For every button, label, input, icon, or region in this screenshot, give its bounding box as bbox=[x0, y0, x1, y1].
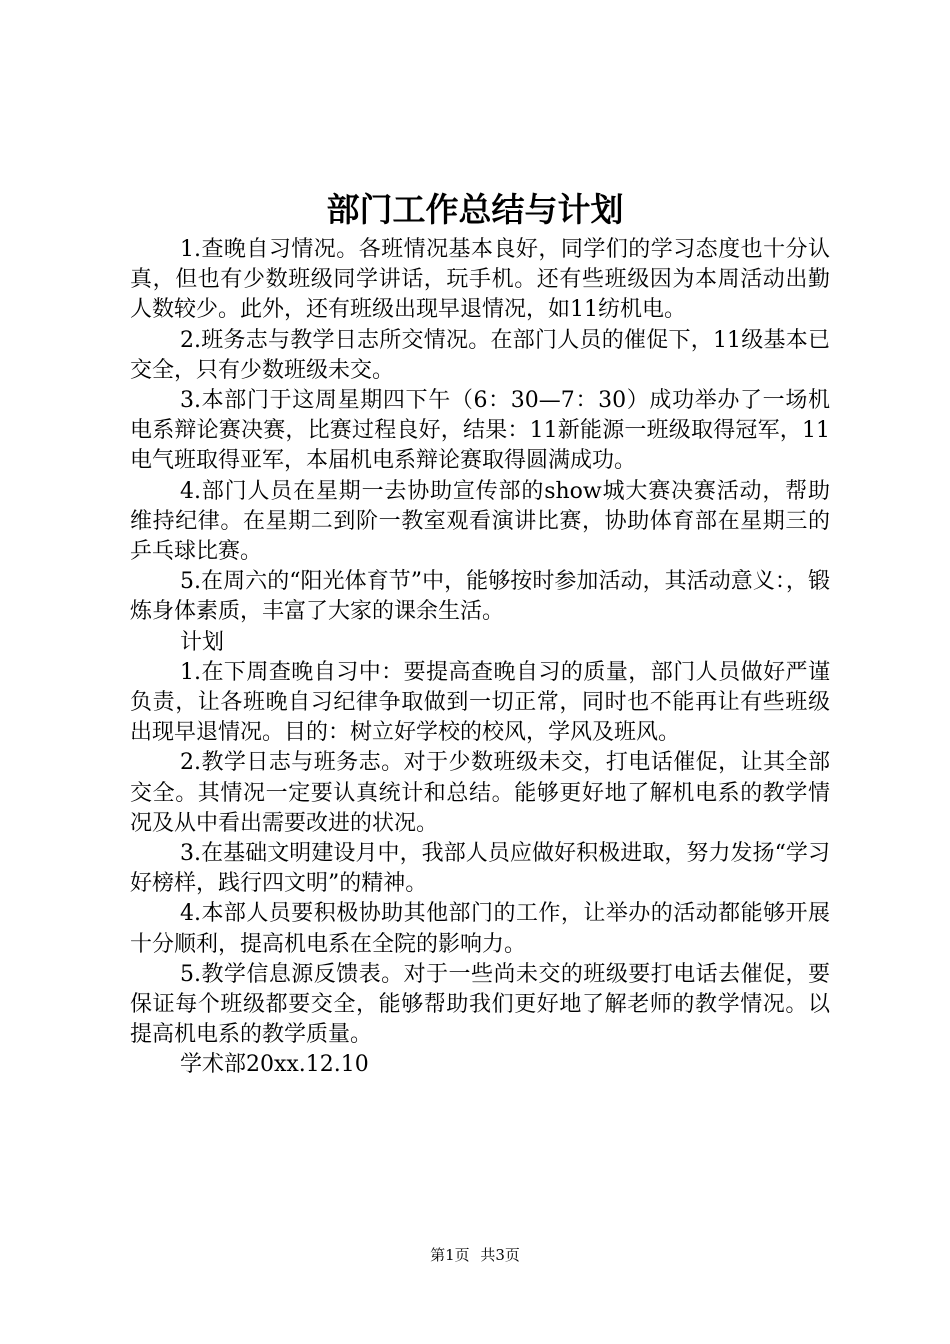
page-number-current: 第1页 bbox=[430, 1246, 470, 1264]
document-body bbox=[130, 235, 830, 1081]
paragraph-plan-5: 5.教学信息源反馈表。对于一些尚未交的班级要打电话去催促，要保证每个班级都要交全，能够帮助我们更好地了解老师的教学情况。以提高机电系的教学质量。 bbox=[130, 961, 830, 1048]
paragraph-plan-4: 4.本部人员要积极协助其他部门的工作，让举办的活动都能够开展十分顺利，提高机电系在全院的影响力。 bbox=[130, 901, 830, 957]
paragraph-plan-1: 1.在下周查晚自习中：要提高查晚自习的质量，部门人员做好严谨负责，让各班晚自习纪律争取做到一切正常，同时也不能再让有些班级出现早退情况。目的：树立好学校的校风，学风及班风。 bbox=[130, 659, 830, 746]
signature-line: 学术部20xx.12.10 bbox=[180, 1052, 369, 1078]
paragraph-summary-3: 3.本部门于这周星期四下午（6：30—7：30）成功举办了一场机电系辩论赛决赛，比赛过程良好，结果：11新能源一班级取得冠军，11电气班取得亚军，本届机电系辩论赛取得圆满成功。 bbox=[130, 388, 830, 474]
page-number-total: 共3页 bbox=[480, 1246, 520, 1264]
paragraph-summary-4: 4.部门人员在星期一去协助宣传部的show城大赛决赛活动，帮助维持纪律。在星期二到阶一教室观看演讲比赛，协助体育部在星期三的乒乓球比赛。 bbox=[130, 478, 830, 565]
section-heading-plan: 计划 bbox=[180, 629, 225, 655]
document-title: 部门工作总结与计划 bbox=[326, 190, 624, 229]
paragraph-summary-1: 1.查晚自习情况。各班情况基本良好，同学们的学习态度也十分认真，但也有少数班级同学讲话，玩手机。还有些班级因为本周活动出勤人数较少。此外，还有班级出现早退情况，如11纺机电。 bbox=[130, 237, 830, 323]
page-footer bbox=[0, 1245, 950, 1265]
paragraph-plan-2: 2.教学日志与班务志。对于少数班级未交，打电话催促，让其全部交全。其情况一定要认真统计和总结。能够更好地了解机电系的教学情况及从中看出需要改进的状况。 bbox=[130, 750, 830, 836]
paragraph-summary-5: 5.在周六的“阳光体育节”中，能够按时参加活动，其活动意义：，锻炼身体素质，丰富了大家的课余生活。 bbox=[130, 569, 830, 625]
paragraph-plan-3: 3.在基础文明建设月中，我部人员应做好积极进取，努力发扬“学习好榜样，践行四文明”的精神。 bbox=[130, 841, 830, 897]
paragraph-summary-2: 2.班务志与教学日志所交情况。在部门人员的催促下，11级基本已交全，只有少数班级未交。 bbox=[130, 327, 830, 383]
